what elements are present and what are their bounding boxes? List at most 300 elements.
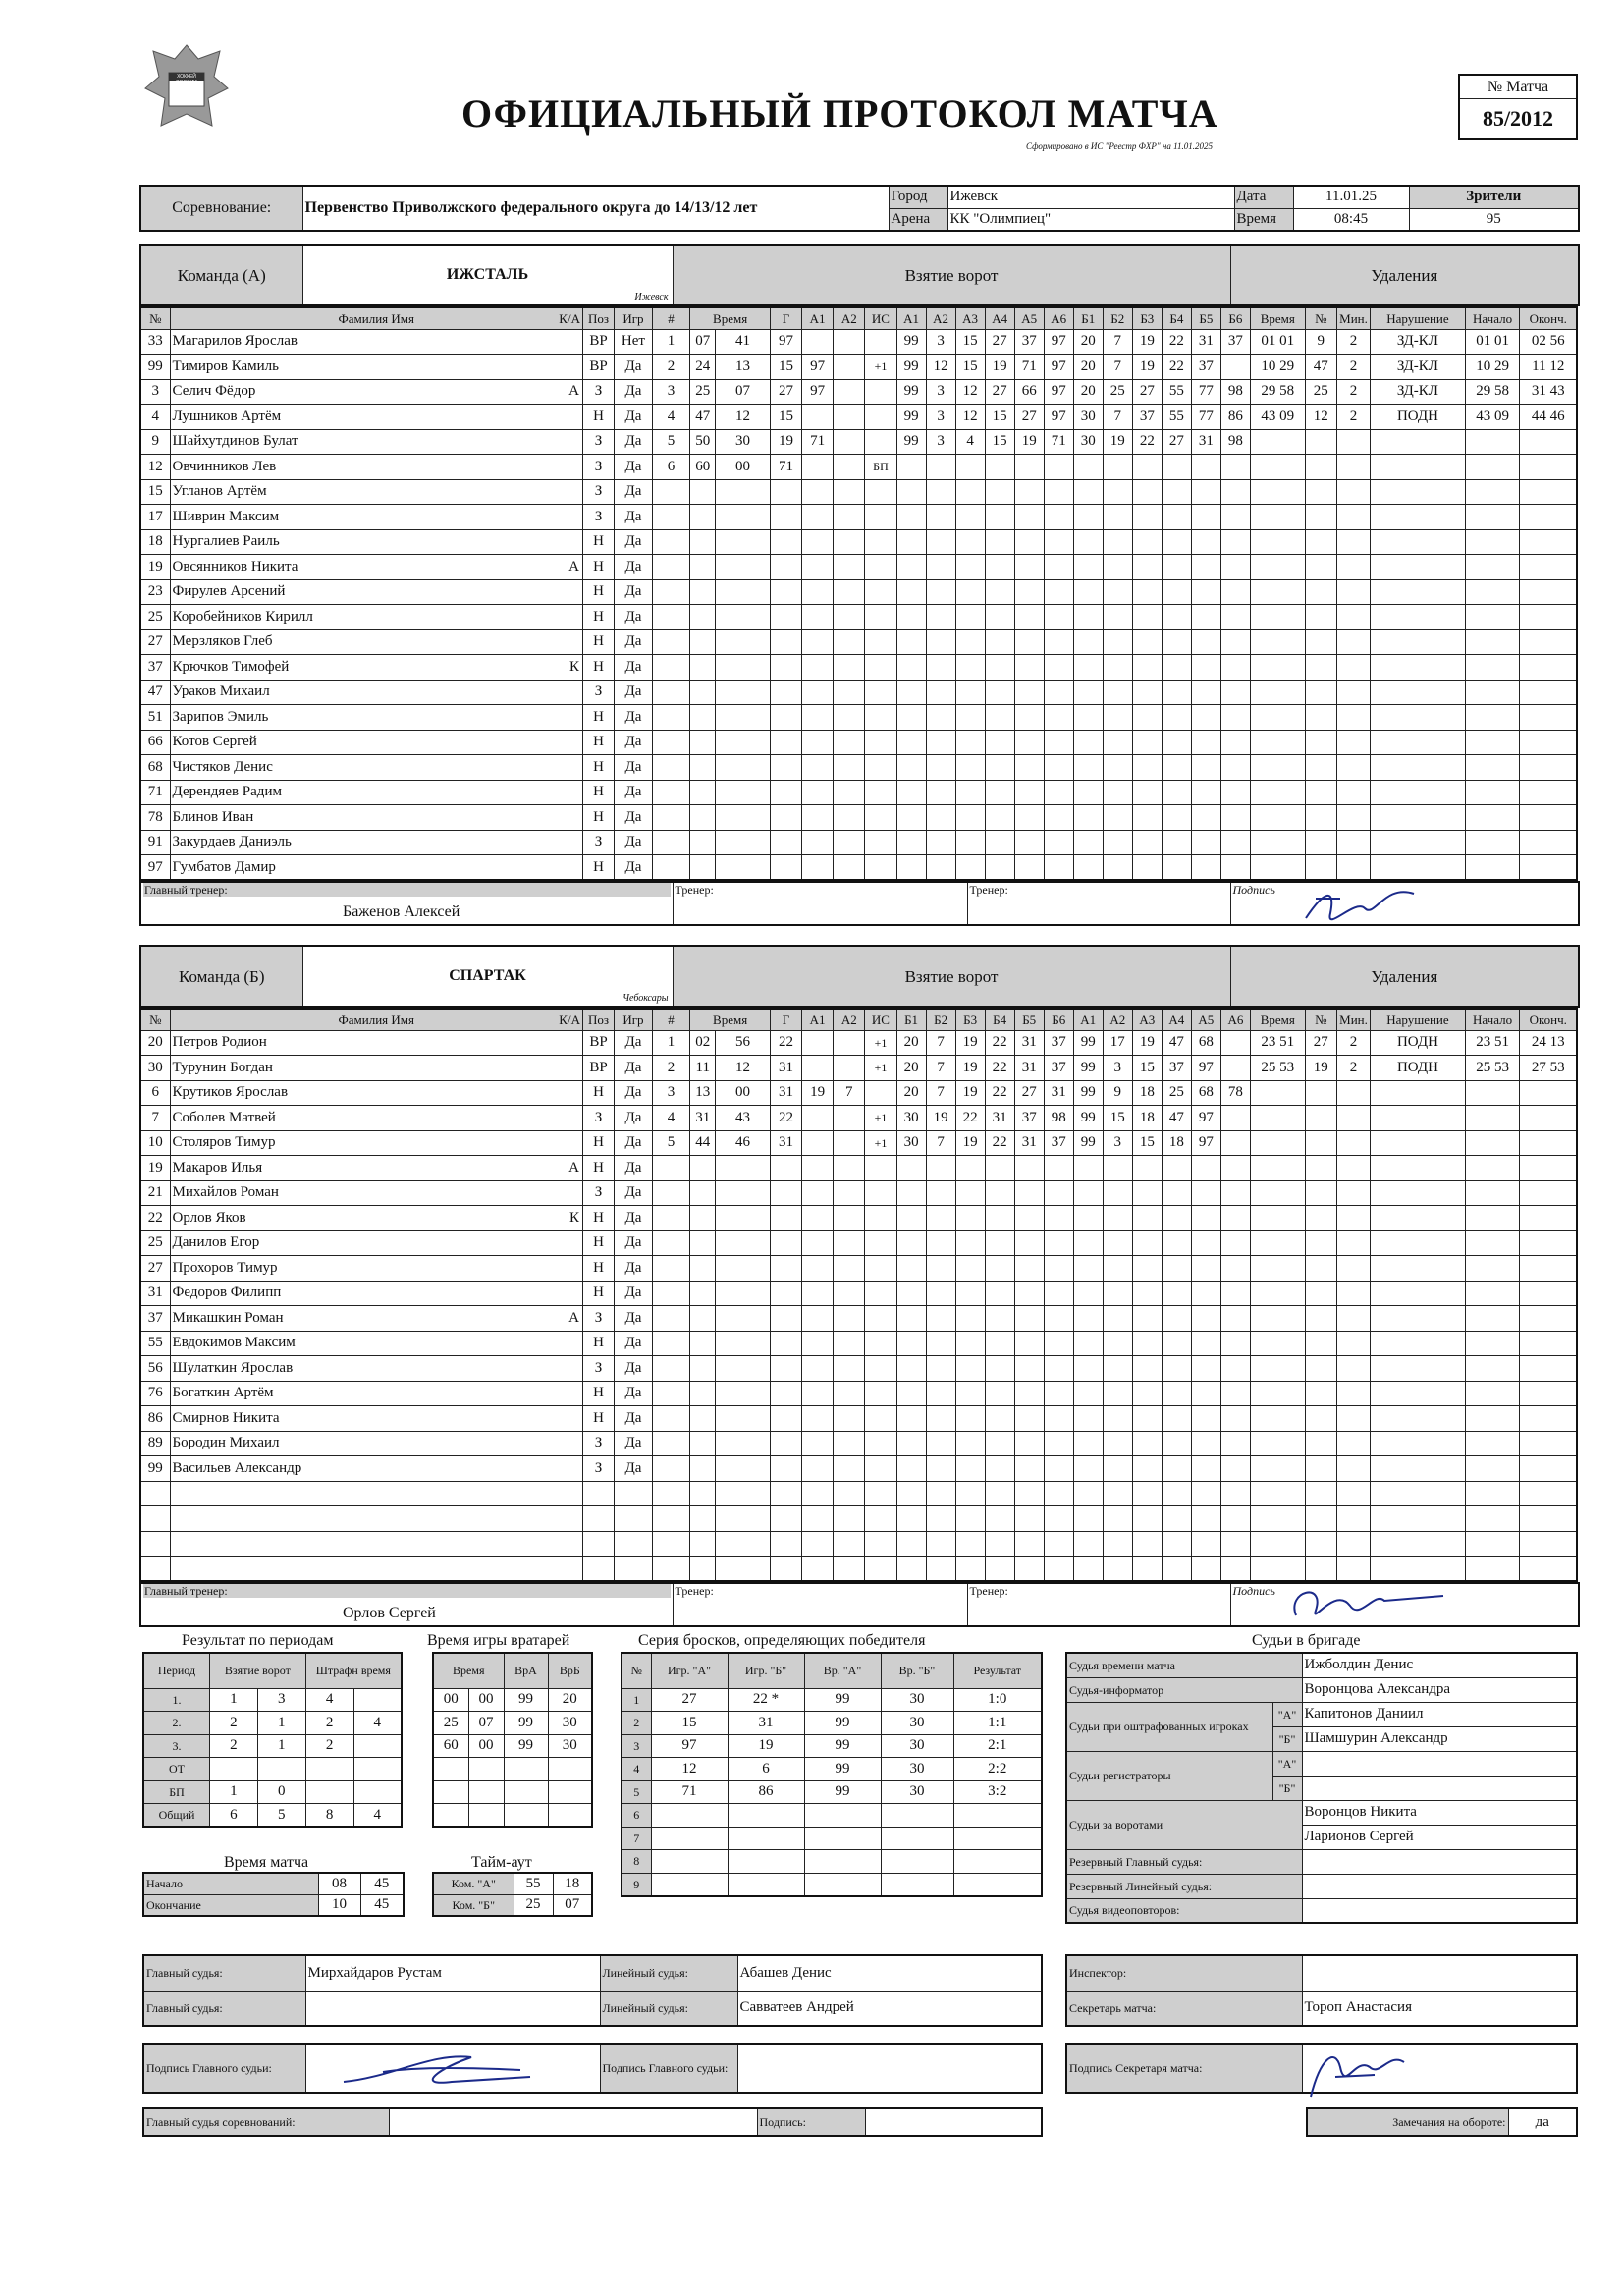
table-row: [143, 1780, 402, 1804]
table-row: [140, 1080, 1577, 1106]
main-ref-2: [305, 1991, 600, 2026]
signature-label: Подпись: [1232, 883, 1275, 897]
goal-cell: 7: [926, 1130, 955, 1156]
player-number: 33: [140, 329, 170, 355]
table-row: [140, 1506, 1577, 1532]
table-row: [140, 1130, 1577, 1156]
goal-cell: 22: [1162, 329, 1191, 355]
timeout-title: Тайм-аут: [471, 1854, 532, 1871]
table-row: [140, 1056, 1577, 1081]
goal-cell: 15: [955, 355, 985, 380]
player-number: 7: [140, 1106, 170, 1131]
table-row: [622, 1850, 1042, 1874]
goal-cell: 20: [896, 1080, 926, 1106]
player-name: Евдокимов Максим: [172, 1335, 296, 1351]
goal-cell: 22: [985, 1056, 1014, 1081]
table-row: [622, 1873, 1042, 1896]
head-coach-label: Главный тренер:: [143, 883, 671, 897]
generated-note: Сформировано в ИС "Реестр ФХР" на 11.01.2025: [1026, 141, 1213, 151]
goal-cell: 22: [1132, 429, 1162, 455]
col-onice: А5: [1014, 307, 1044, 329]
goal-cell: 7: [926, 1030, 955, 1056]
goal-cell: 31: [1014, 1130, 1044, 1156]
pen-time-s: 58: [1279, 383, 1295, 400]
pen-start-m: 23: [1476, 1034, 1491, 1051]
pen-start-s: 53: [1493, 1059, 1509, 1075]
goal-cell: 97: [1044, 405, 1073, 430]
arena-label: Арена: [889, 208, 947, 231]
goal-cell: [1220, 1130, 1250, 1156]
date-label: Дата: [1234, 186, 1293, 208]
player-position: ВР: [582, 355, 614, 380]
player-role: А: [568, 1159, 579, 1175]
timeout-a-label: Ком. "А": [433, 1873, 514, 1894]
pen-violation: ПОДН: [1371, 1030, 1466, 1056]
player-position: Н: [582, 605, 614, 630]
shootout-cell: [728, 1850, 804, 1874]
table-row: [140, 455, 1577, 480]
penalties-header: Удаления: [1230, 245, 1579, 305]
goal-cell: 15: [770, 355, 801, 380]
col-onice: А4: [985, 307, 1014, 329]
shootout-header: Вр. "Б": [881, 1653, 953, 1688]
goal-cell: [802, 455, 834, 480]
player-played: Да: [615, 1431, 653, 1456]
goal-cell: +1: [865, 1030, 896, 1056]
goal-cell: 19: [1014, 429, 1044, 455]
period-cell: БП: [143, 1780, 209, 1804]
goal-cell: [834, 1056, 865, 1081]
shootout-cell: 99: [804, 1780, 881, 1804]
table-row: [622, 1712, 1042, 1735]
pen-time-m: 25: [1261, 1059, 1276, 1075]
goal-cell: 19: [955, 1130, 985, 1156]
col-name: Фамилия Имя: [338, 310, 414, 326]
goal-cell: [1162, 455, 1191, 480]
player-number: 21: [140, 1180, 170, 1206]
goal-cell: 20: [896, 1056, 926, 1081]
goal-cell: [1220, 1106, 1250, 1131]
goal-cell: 47: [1162, 1106, 1191, 1131]
player-position: Н: [582, 529, 614, 555]
player-number: 55: [140, 1331, 170, 1356]
goal-cell: 31: [770, 1080, 801, 1106]
player-number: 37: [140, 1306, 170, 1332]
periods-title: Результат по периодам: [182, 1632, 334, 1649]
timeout-a-m: 55: [514, 1873, 553, 1894]
goal-cell: 25: [1103, 379, 1132, 405]
line-ref-label-2: Линейный судья:: [600, 1991, 737, 2026]
coach-label-2: Тренер:: [969, 883, 1008, 897]
goal-cell: [926, 455, 955, 480]
player-number: 9: [140, 429, 170, 455]
goal-cell: 3: [926, 329, 955, 355]
player-name: Фирулев Арсений: [172, 583, 286, 600]
player-name: Михайлов Роман: [172, 1184, 279, 1201]
player-played: Да: [615, 780, 653, 805]
goal-cell: 7: [1103, 405, 1132, 430]
goal-cell: [802, 1056, 834, 1081]
goal-cell: [834, 405, 865, 430]
goal-cell: +1: [865, 1130, 896, 1156]
ref-reserve-main-label: Резервный Главный судья:: [1066, 1849, 1302, 1874]
goal-cell: [834, 429, 865, 455]
goal-cell: [1220, 1056, 1250, 1081]
player-number: 23: [140, 579, 170, 605]
table-row: [143, 1712, 402, 1735]
goal-cell: 97: [770, 329, 801, 355]
pen-start: [1465, 379, 1520, 405]
shootout-cell: [953, 1827, 1042, 1850]
goal-cell: [1103, 455, 1132, 480]
pen-mins: 2: [1336, 355, 1370, 380]
player-played: Да: [615, 730, 653, 755]
goal-cell: 2: [652, 355, 690, 380]
period-cell: 3: [257, 1688, 305, 1712]
goal-cell: 77: [1191, 405, 1220, 430]
player-name: Дерендяев Радим: [172, 784, 282, 800]
goal-cell: 31: [1014, 1056, 1044, 1081]
goals-header: Взятие ворот: [673, 245, 1230, 305]
goal-cell: 68: [1191, 1030, 1220, 1056]
pen-end-m: 27: [1531, 1059, 1546, 1075]
goal-cell: [865, 379, 896, 405]
col-onice: А5: [1191, 1009, 1220, 1030]
goalie-cell: 07: [468, 1712, 504, 1735]
player-name: Прохоров Тимур: [172, 1259, 278, 1276]
player-role: К: [568, 658, 579, 675]
shootout-cell: 30: [881, 1688, 953, 1712]
goal-cell: 22: [770, 1106, 801, 1131]
period-cell: [209, 1758, 257, 1781]
arena: КК "Олимпиец": [947, 208, 1234, 231]
goal-cell: 55: [1162, 405, 1191, 430]
player-position: З: [582, 1106, 614, 1131]
goal-cell: 30: [716, 429, 771, 455]
shootout-cell: 1:1: [953, 1712, 1042, 1735]
table-row: [622, 1780, 1042, 1804]
referees-title: Судьи в бригаде: [1252, 1632, 1361, 1649]
pen-end-m: 02: [1531, 333, 1546, 350]
table-row: [622, 1804, 1042, 1828]
period-cell: 5: [257, 1804, 305, 1828]
player-played: Да: [615, 855, 653, 881]
goal-cell: 17: [1103, 1030, 1132, 1056]
shootout-cell: 30: [881, 1758, 953, 1781]
player-played: Да: [615, 505, 653, 530]
goal-cell: 86: [1220, 405, 1250, 430]
shootout-cell: [651, 1804, 728, 1828]
goal-cell: [802, 1030, 834, 1056]
player-position: Н: [582, 1331, 614, 1356]
player-played: Да: [615, 379, 653, 405]
table-row: [143, 1804, 402, 1828]
goal-cell: 19: [926, 1106, 955, 1131]
goalie-time-table: [432, 1652, 593, 1828]
shootout-cell: 2:2: [953, 1758, 1042, 1781]
goal-cell: 97: [1191, 1056, 1220, 1081]
col-onice: Б5: [1014, 1009, 1044, 1030]
goalie-cell: 99: [504, 1712, 548, 1735]
col-onice: Б1: [1073, 307, 1103, 329]
pen-end-s: 12: [1549, 357, 1565, 374]
goalie-cell: 00: [433, 1688, 468, 1712]
player-name: Мерзляков Глеб: [172, 633, 273, 650]
player-position: Н: [582, 655, 614, 681]
period-cell: 4: [353, 1712, 402, 1735]
period-cell: 2: [305, 1712, 353, 1735]
ref-reserve-line-label: Резервный Линейный судья:: [1066, 1874, 1302, 1898]
player-name: Федоров Филипп: [172, 1285, 282, 1301]
player-name: Селич Фёдор: [172, 383, 256, 400]
shootout-header: Результат: [953, 1653, 1042, 1688]
goal-cell: [896, 455, 926, 480]
col-ka: К/А: [559, 1011, 580, 1027]
shootout-cell: [651, 1850, 728, 1874]
table-row: [140, 755, 1577, 781]
remarks-table: [1306, 2107, 1578, 2137]
shootout-cell: 12: [651, 1758, 728, 1781]
goal-cell: [865, 405, 896, 430]
table-row: [140, 1456, 1577, 1482]
goal-cell: [1044, 455, 1073, 480]
player-name: Турунин Богдан: [172, 1059, 273, 1075]
table-row: [143, 1688, 402, 1712]
col-onice: Б4: [985, 1009, 1014, 1030]
table-row: [140, 479, 1577, 505]
pen-violation: ЗД-КЛ: [1371, 379, 1466, 405]
table-row: [140, 605, 1577, 630]
player-position: З: [582, 1456, 614, 1482]
player-number: 4: [140, 405, 170, 430]
player-position: З: [582, 379, 614, 405]
goal-cell: 97: [1044, 355, 1073, 380]
goal-cell: 56: [716, 1030, 771, 1056]
main-ref-1: Мирхайдаров Рустам: [305, 1955, 600, 1991]
player-name: Магарилов Ярослав: [172, 333, 298, 350]
goal-cell: 4: [955, 429, 985, 455]
goal-cell: 12: [716, 1056, 771, 1081]
player-position: Н: [582, 1080, 614, 1106]
player-position: Н: [582, 705, 614, 731]
player-played: Да: [615, 529, 653, 555]
coach-label: Тренер:: [675, 1584, 714, 1598]
col-num: №: [140, 307, 170, 329]
chief-sign-label: Подпись:: [757, 2108, 865, 2136]
shootout-cell: 2: [622, 1712, 651, 1735]
goal-cell: 99: [1073, 1130, 1103, 1156]
goal-cell: 9: [1103, 1080, 1132, 1106]
table-row: [622, 1688, 1042, 1712]
player-played: Да: [615, 1256, 653, 1282]
shootout-cell: 15: [651, 1712, 728, 1735]
goal-cell: 19: [955, 1080, 985, 1106]
goal-cell: 31: [690, 1106, 716, 1131]
goal-cell: 20: [1073, 355, 1103, 380]
player-position: З: [582, 1306, 614, 1332]
col-g: Г: [770, 307, 801, 329]
table-row: [140, 405, 1577, 430]
period-cell: 1: [209, 1688, 257, 1712]
goal-cell: 78: [1220, 1080, 1250, 1106]
player-position: Н: [582, 1206, 614, 1231]
pen-start-s: 01: [1493, 333, 1509, 350]
goal-cell: [865, 1080, 896, 1106]
col-onice: Б3: [955, 1009, 985, 1030]
table-row: [140, 1106, 1577, 1131]
pen-mins: 2: [1336, 379, 1370, 405]
player-played: Да: [615, 805, 653, 831]
period-cell: 4: [305, 1688, 353, 1712]
period-cell: 2.: [143, 1712, 209, 1735]
col-violation: Нарушение: [1371, 1009, 1466, 1030]
pen-time-s: 09: [1279, 408, 1295, 424]
col-pos: Поз: [582, 307, 614, 329]
player-name: Крючков Тимофей: [172, 658, 290, 675]
secretary-label: Секретарь матча:: [1066, 1991, 1302, 2026]
date: 11.01.25: [1293, 186, 1409, 208]
shootout-cell: [651, 1827, 728, 1850]
player-position: ВР: [582, 1030, 614, 1056]
goalie-cell: 25: [433, 1712, 468, 1735]
team-city: Ижевск: [634, 292, 669, 302]
pen-time-m: 43: [1261, 408, 1276, 424]
player-number: 71: [140, 780, 170, 805]
goal-cell: 7: [834, 1080, 865, 1106]
period-cell: ОТ: [143, 1758, 209, 1781]
goal-cell: 15: [1132, 1056, 1162, 1081]
player-role: А: [568, 558, 579, 574]
goal-cell: 3: [926, 379, 955, 405]
player-played: Да: [615, 1056, 653, 1081]
col-is: ИС: [865, 1009, 896, 1030]
goal-cell: [802, 1106, 834, 1131]
goal-cell: [1220, 355, 1250, 380]
goal-cell: 30: [1073, 405, 1103, 430]
main-ref-label-2: Главный судья:: [143, 1991, 305, 2026]
goal-cell: 97: [1044, 329, 1073, 355]
goal-cell: 27: [985, 329, 1014, 355]
goal-cell: 77: [1191, 379, 1220, 405]
pen-start-m: 29: [1476, 383, 1491, 400]
goal-cell: 43: [716, 1106, 771, 1131]
col-g: Г: [770, 1009, 801, 1030]
chief-table: [142, 2107, 1043, 2137]
col-onice: А1: [1073, 1009, 1103, 1030]
player-position: ВР: [582, 329, 614, 355]
goal-cell: 27: [985, 379, 1014, 405]
page-title: ОФИЦИАЛЬНЫЙ ПРОТОКОЛ МАТЧА: [461, 91, 1218, 136]
table-row: [140, 1531, 1577, 1557]
pen-mins: 2: [1336, 329, 1370, 355]
player-played: Да: [615, 1180, 653, 1206]
table-row: [433, 1712, 592, 1735]
ref-info: Воронцова Александра: [1302, 1677, 1577, 1702]
goal-cell: 71: [1014, 355, 1044, 380]
goal-cell: 1: [652, 1030, 690, 1056]
period-cell: 0: [257, 1780, 305, 1804]
city: Ижевск: [947, 186, 1234, 208]
goal-cell: 50: [690, 429, 716, 455]
pen-time: [1250, 405, 1305, 430]
player-role: А: [568, 383, 579, 400]
col-onice: Б4: [1162, 307, 1191, 329]
player-name: Васильев Александр: [172, 1459, 302, 1476]
player-position: ВР: [582, 1056, 614, 1081]
shootout-cell: 6: [728, 1758, 804, 1781]
goal-cell: [834, 1030, 865, 1056]
signature-label: Подпись: [1232, 1584, 1275, 1598]
period-cell: 1: [257, 1712, 305, 1735]
player-name: Макаров Илья: [172, 1159, 263, 1175]
player-number: 99: [140, 355, 170, 380]
goal-cell: 15: [770, 405, 801, 430]
goal-cell: 99: [896, 355, 926, 380]
pen-start-m: 10: [1476, 357, 1491, 374]
goal-cell: 55: [1162, 379, 1191, 405]
col-mins: Мин.: [1336, 307, 1370, 329]
periods-table: [142, 1652, 403, 1828]
goal-cell: 99: [1073, 1056, 1103, 1081]
player-played: Да: [615, 1356, 653, 1382]
pen-violation: ПОДН: [1371, 405, 1466, 430]
col-mins: Мин.: [1336, 1009, 1370, 1030]
goal-cell: [955, 455, 985, 480]
period-cell: 2: [305, 1734, 353, 1758]
goal-cell: 97: [1044, 379, 1073, 405]
col-onice: Б2: [926, 1009, 955, 1030]
player-position: З: [582, 479, 614, 505]
goal-cell: 37: [1132, 405, 1162, 430]
goal-cell: 44: [690, 1130, 716, 1156]
player-played: Да: [615, 1281, 653, 1306]
player-number: 15: [140, 479, 170, 505]
table-row: [140, 379, 1577, 405]
pen-player: 12: [1305, 405, 1336, 430]
player-name: Угланов Артём: [172, 483, 267, 500]
period-cell: [257, 1758, 305, 1781]
goal-cell: 3: [652, 379, 690, 405]
pen-start: [1465, 355, 1520, 380]
shootout-cell: 30: [881, 1780, 953, 1804]
ref-pa: Капитонов Даниил: [1302, 1702, 1577, 1726]
goal-cell: +1: [865, 355, 896, 380]
ref-pb: Шамшурин Александр: [1302, 1726, 1577, 1751]
pen-mins: 2: [1336, 1030, 1370, 1056]
goal-cell: 98: [1220, 379, 1250, 405]
col-pen_num: №: [1305, 307, 1336, 329]
pen-mins: 2: [1336, 1056, 1370, 1081]
pen-violation: ЗД-КЛ: [1371, 355, 1466, 380]
goal-cell: 99: [1073, 1080, 1103, 1106]
player-role: К: [568, 1209, 579, 1226]
pen-end-m: 24: [1531, 1034, 1546, 1051]
team-name: СПАРТАК: [449, 967, 526, 984]
goal-cell: 47: [690, 405, 716, 430]
player-position: Н: [582, 780, 614, 805]
player-position: Н: [582, 1256, 614, 1282]
match-start-label: Начало: [143, 1873, 318, 1894]
goal-cell: 27: [1132, 379, 1162, 405]
player-number: 19: [140, 1156, 170, 1181]
col-hash: #: [652, 307, 690, 329]
player-number: 97: [140, 855, 170, 881]
timeout-table: [432, 1872, 593, 1917]
ref-time: Ижболдин Денис: [1302, 1653, 1577, 1677]
goal-cell: 3: [926, 405, 955, 430]
table-row: [143, 1758, 402, 1781]
shootout-cell: [881, 1873, 953, 1896]
